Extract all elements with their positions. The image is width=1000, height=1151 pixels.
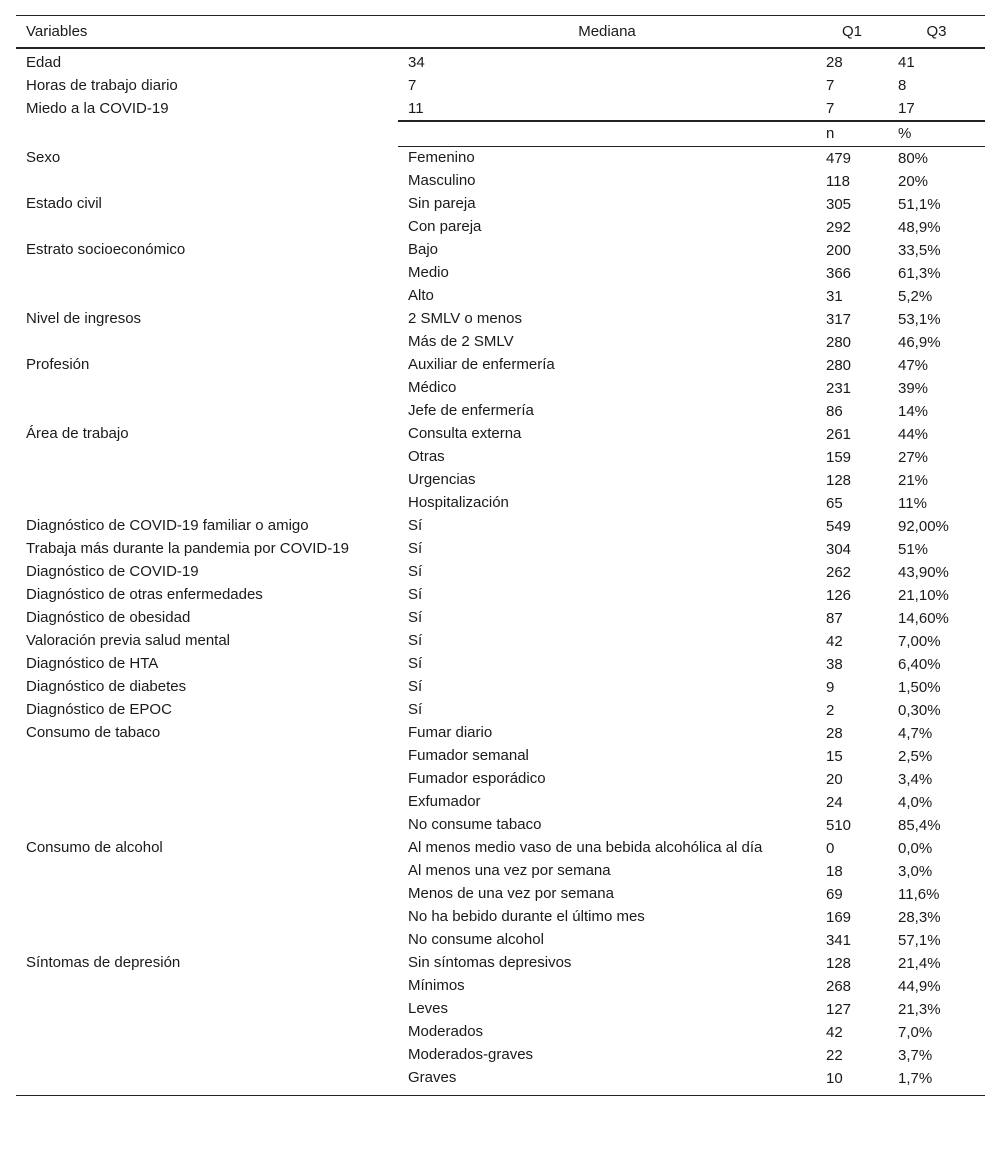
cell-pct: 39%: [898, 380, 929, 397]
cell-pct: 3,0%: [898, 863, 933, 880]
cell-category: Sin síntomas depresivos: [408, 954, 572, 971]
cell-q1: 7: [826, 100, 835, 117]
cell-variable: [16, 469, 398, 492]
cell-variable: [16, 446, 398, 469]
cell-variable: [16, 814, 398, 837]
table-row: [16, 975, 985, 998]
cell-variable: [16, 883, 398, 906]
cell-variable: Estado civil: [26, 195, 102, 212]
cell-category: Sin pareja: [408, 195, 476, 212]
cell-category: Sí: [408, 678, 423, 695]
table-row: [16, 745, 985, 768]
cell-category: Médico: [408, 379, 457, 396]
cell-pct: 11%: [898, 495, 927, 512]
cell-variable: Diagnóstico de diabetes: [26, 678, 187, 695]
cell-pct: 44%: [898, 426, 929, 443]
cell-category: Bajo: [408, 241, 439, 258]
table-row: [16, 722, 985, 745]
cell-variable: Diagnóstico de obesidad: [26, 609, 191, 626]
cell-mediana: 7: [408, 77, 417, 94]
cell-category: 2 SMLV o menos: [408, 310, 522, 327]
table-row: [16, 538, 985, 561]
cell-n: 42: [826, 633, 843, 650]
cell-pct: 61,3%: [898, 265, 941, 282]
cell-category: Sí: [408, 540, 423, 557]
table-row: [16, 1067, 985, 1096]
cell-variable: Diagnóstico de COVID-19: [26, 563, 199, 580]
cell-variable: Consumo de alcohol: [26, 839, 163, 856]
subheader-row: [16, 121, 985, 147]
cell-category: Medio: [408, 264, 449, 281]
cell-n: 128: [826, 472, 852, 489]
cell-variable: Diagnóstico de otras enfermedades: [26, 586, 263, 603]
table-row: [16, 308, 985, 331]
cell-variable: Nivel de ingresos: [26, 310, 142, 327]
cell-pct: 5,2%: [898, 288, 933, 305]
cell-n: 28: [826, 725, 843, 742]
table-row: [16, 607, 985, 630]
cell-n: 231: [826, 380, 852, 397]
table-row: [16, 1044, 985, 1067]
table-row: [16, 814, 985, 837]
cell-q1: 28: [826, 54, 843, 71]
cell-pct: 43,90%: [898, 564, 949, 581]
cell-category: Mínimos: [408, 977, 465, 994]
cell-category: Moderados-graves: [408, 1046, 534, 1063]
cell-n: 69: [826, 886, 843, 903]
cell-n: 317: [826, 311, 852, 328]
table-row: [16, 515, 985, 538]
cell-n: 159: [826, 449, 852, 466]
cell-n: 2: [826, 702, 835, 719]
subheader-n: n: [816, 121, 888, 147]
cell-pct: 7,00%: [898, 633, 941, 650]
table-row: [16, 239, 985, 262]
cell-category: No consume tabaco: [408, 816, 542, 833]
cell-category: Sí: [408, 517, 423, 534]
table-body: [16, 48, 985, 1096]
cell-pct: 1,7%: [898, 1070, 933, 1087]
cell-n: 169: [826, 909, 852, 926]
cell-pct: 7,0%: [898, 1024, 933, 1041]
cell-n: 15: [826, 748, 843, 765]
cell-n: 304: [826, 541, 852, 558]
cell-q3: 8: [898, 77, 907, 94]
cell-variable: [16, 1021, 398, 1044]
cell-pct: 21,4%: [898, 955, 941, 972]
header-q3: Q3: [926, 23, 947, 40]
cell-category: Sí: [408, 655, 423, 672]
table-row: [16, 377, 985, 400]
cell-variable: [16, 400, 398, 423]
cell-q3: 17: [898, 100, 915, 117]
cell-category: Alto: [408, 287, 434, 304]
cell-variable: [16, 998, 398, 1021]
cell-category: Sí: [408, 632, 423, 649]
cell-category: Fumar diario: [408, 724, 493, 741]
cell-n: 268: [826, 978, 852, 995]
cell-n: 24: [826, 794, 843, 811]
cell-variable: Diagnóstico de EPOC: [26, 701, 172, 718]
table-row: [16, 147, 985, 171]
cell-variable: [16, 331, 398, 354]
table-row: [16, 584, 985, 607]
table-row: [16, 331, 985, 354]
cell-n: 549: [826, 518, 852, 535]
cell-n: 479: [826, 150, 852, 167]
cell-variable: [16, 768, 398, 791]
cell-variable: [16, 745, 398, 768]
table-row: [16, 74, 985, 97]
table-row: [16, 262, 985, 285]
table-row: [16, 837, 985, 860]
cell-category: Sí: [408, 701, 423, 718]
cell-n: 262: [826, 564, 852, 581]
cell-variable: [16, 975, 398, 998]
table-row: [16, 48, 985, 74]
table-row: [16, 97, 985, 121]
cell-n: 510: [826, 817, 852, 834]
cell-variable: Diagnóstico de HTA: [26, 655, 159, 672]
cell-variable: Síntomas de depresión: [26, 954, 181, 971]
table-row: [16, 400, 985, 423]
cell-category: Más de 2 SMLV: [408, 333, 514, 350]
cell-n: 366: [826, 265, 852, 282]
cell-variable: [16, 492, 398, 515]
cell-variable: [16, 1067, 398, 1096]
cell-pct: 4,0%: [898, 794, 933, 811]
table-row: [16, 791, 985, 814]
cell-n: 280: [826, 357, 852, 374]
cell-pct: 80%: [898, 150, 929, 167]
cell-category: No ha bebido durante el último mes: [408, 908, 645, 925]
cell-variable: Área de trabajo: [26, 425, 129, 442]
cell-mediana: 34: [408, 54, 425, 71]
cell-n: 22: [826, 1047, 843, 1064]
cell-pct: 47%: [898, 357, 929, 374]
cell-pct: 21%: [898, 472, 929, 489]
cell-category: Al menos medio vaso de una bebida alcohólica al día: [408, 839, 763, 856]
cell-pct: 33,5%: [898, 242, 941, 259]
table-row: [16, 170, 985, 193]
table-header: [16, 16, 985, 49]
cell-n: 280: [826, 334, 852, 351]
cell-category: Al menos una vez por semana: [408, 862, 611, 879]
table-row: [16, 469, 985, 492]
cell-variable: Diagnóstico de COVID-19 familiar o amigo: [26, 517, 309, 534]
cell-pct: 20%: [898, 173, 929, 190]
cell-n: 9: [826, 679, 835, 696]
cell-mediana: 11: [408, 100, 424, 117]
cell-category: Sí: [408, 586, 423, 603]
cell-category: No consume alcohol: [408, 931, 544, 948]
cell-pct: 51%: [898, 541, 929, 558]
cell-category: Auxiliar de enfermería: [408, 356, 555, 373]
data-table-container: [16, 15, 985, 1096]
cell-category: Fumador semanal: [408, 747, 529, 764]
cell-n: 341: [826, 932, 852, 949]
header-mediana: Mediana: [578, 23, 636, 40]
cell-pct: 21,3%: [898, 1001, 941, 1018]
cell-pct: 27%: [898, 449, 929, 466]
cell-variable: [16, 791, 398, 814]
cell-n: 200: [826, 242, 852, 259]
table-row: [16, 883, 985, 906]
cell-pct: 3,7%: [898, 1047, 933, 1064]
table-row: [16, 492, 985, 515]
table-row: [16, 354, 985, 377]
cell-n: 127: [826, 1001, 852, 1018]
cell-n: 126: [826, 587, 852, 604]
cell-category: Jefe de enfermería: [408, 402, 534, 419]
subheader-pct: %: [888, 121, 985, 147]
cell-n: 118: [826, 173, 850, 190]
descriptive-stats-table: [16, 15, 985, 1096]
table-row: [16, 653, 985, 676]
cell-pct: 6,40%: [898, 656, 941, 673]
cell-variable: Profesión: [26, 356, 90, 373]
table-row: [16, 768, 985, 791]
cell-pct: 51,1%: [898, 196, 941, 213]
cell-variable: [16, 377, 398, 400]
cell-n: 65: [826, 495, 843, 512]
cell-pct: 4,7%: [898, 725, 933, 742]
cell-q3: 41: [898, 54, 915, 71]
table-row: [16, 1021, 985, 1044]
cell-n: 20: [826, 771, 843, 788]
cell-variable: [16, 929, 398, 952]
header-q1: Q1: [841, 23, 862, 40]
cell-variable: [16, 906, 398, 929]
header-row: [16, 16, 985, 49]
cell-category: Sí: [408, 609, 423, 626]
cell-category: Consulta externa: [408, 425, 522, 442]
table-row: [16, 998, 985, 1021]
cell-category: Femenino: [408, 149, 475, 166]
table-row: [16, 699, 985, 722]
header-variables: Variables: [26, 23, 88, 40]
cell-category: Menos de una vez por semana: [408, 885, 614, 902]
cell-pct: 92,00%: [898, 518, 949, 535]
cell-variable: [16, 262, 398, 285]
cell-pct: 14%: [898, 403, 929, 420]
table-row: [16, 446, 985, 469]
table-row: [16, 216, 985, 239]
cell-variable: [16, 860, 398, 883]
cell-pct: 44,9%: [898, 978, 941, 995]
cell-variable: [16, 216, 398, 239]
cell-category: Moderados: [408, 1023, 484, 1040]
cell-variable: Valoración previa salud mental: [26, 632, 231, 649]
table-row: [16, 929, 985, 952]
cell-category: Hospitalización: [408, 494, 509, 511]
cell-category: Con pareja: [408, 218, 482, 235]
cell-pct: 53,1%: [898, 311, 941, 328]
table-row: [16, 676, 985, 699]
cell-n: 86: [826, 403, 843, 420]
cell-n: 305: [826, 196, 852, 213]
subheader-empty-variable: [16, 121, 398, 147]
cell-n: 18: [826, 863, 843, 880]
cell-category: Leves: [408, 1000, 449, 1017]
cell-pct: 1,50%: [898, 679, 941, 696]
cell-variable: Sexo: [26, 148, 61, 166]
cell-category: Urgencias: [408, 471, 476, 488]
cell-pct: 0,0%: [898, 840, 933, 857]
cell-n: 0: [826, 840, 835, 857]
cell-pct: 46,9%: [898, 334, 941, 351]
cell-n: 31: [826, 288, 843, 305]
cell-n: 42: [826, 1024, 843, 1041]
cell-variable: [16, 285, 398, 308]
cell-pct: 2,5%: [898, 748, 933, 765]
cell-variable: Edad: [26, 54, 62, 71]
table-row: [16, 952, 985, 975]
cell-category: Sí: [408, 563, 423, 580]
table-row: [16, 561, 985, 584]
cell-variable: Trabaja más durante la pandemia por COVID-19: [26, 540, 349, 557]
cell-category: Graves: [408, 1069, 457, 1086]
cell-category: Exfumador: [408, 793, 481, 810]
cell-variable: Estrato socioeconómico: [26, 241, 186, 258]
cell-n: 10: [826, 1070, 843, 1087]
cell-pct: 3,4%: [898, 771, 933, 788]
cell-variable: Horas de trabajo diario: [26, 77, 178, 94]
cell-n: 292: [826, 219, 852, 236]
cell-pct: 0,30%: [898, 702, 941, 719]
cell-pct: 14,60%: [898, 610, 949, 627]
cell-variable: Miedo a la COVID-19: [26, 100, 169, 117]
cell-variable: [16, 170, 398, 193]
table-row: [16, 630, 985, 653]
cell-pct: 11,6%: [898, 886, 940, 903]
cell-n: 261: [826, 426, 852, 443]
cell-pct: 85,4%: [898, 817, 941, 834]
table-row: [16, 906, 985, 929]
cell-n: 87: [826, 610, 843, 627]
table-row: [16, 193, 985, 216]
table-row: [16, 423, 985, 446]
cell-n: 38: [826, 656, 843, 673]
cell-category: Fumador esporádico: [408, 770, 546, 787]
cell-pct: 57,1%: [898, 932, 941, 949]
cell-variable: Consumo de tabaco: [26, 724, 161, 741]
cell-pct: 48,9%: [898, 219, 941, 236]
cell-q1: 7: [826, 77, 835, 94]
cell-pct: 28,3%: [898, 909, 941, 926]
subheader-empty-category: [398, 121, 816, 147]
cell-category: Otras: [408, 448, 445, 465]
table-row: [16, 860, 985, 883]
cell-pct: 21,10%: [898, 587, 949, 604]
cell-category: Masculino: [408, 172, 476, 189]
cell-variable: [16, 1044, 398, 1067]
cell-n: 128: [826, 955, 852, 972]
table-row: [16, 285, 985, 308]
